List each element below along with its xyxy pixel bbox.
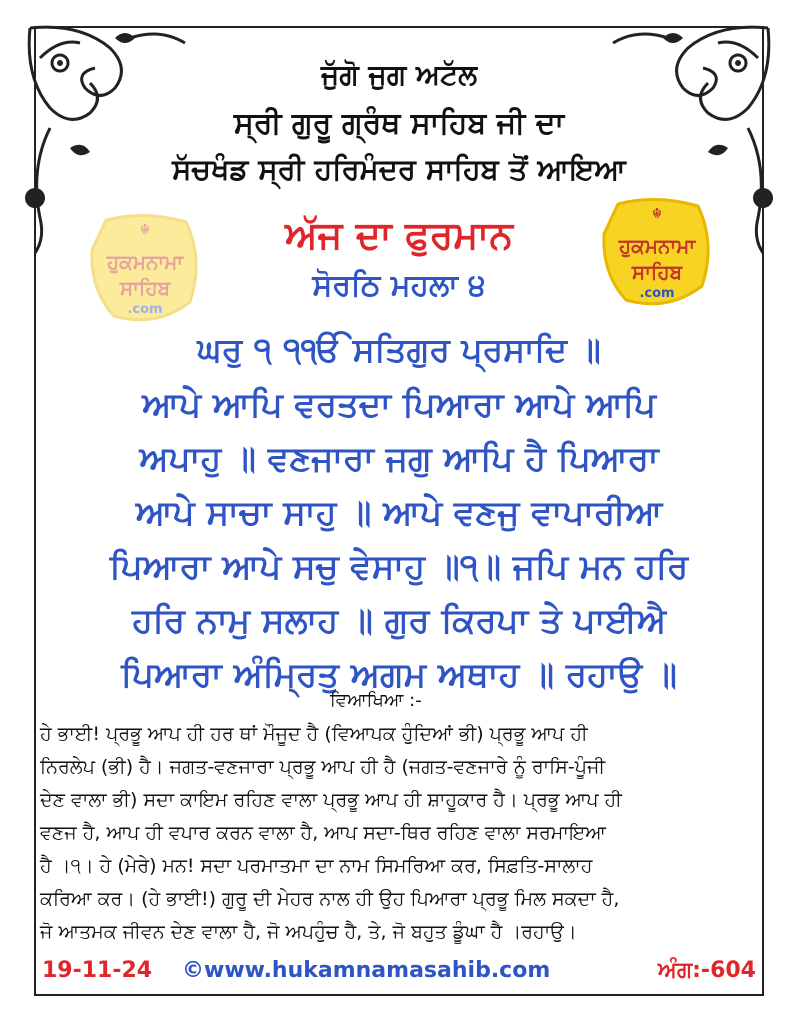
gurbani-text [40, 378, 758, 702]
logo-text-3: .com [127, 302, 163, 317]
gurbani-line: ਪਿਆਰਾ ਆਪੇ ਸਚੁ ਵੇਸਾਹੁ ॥੧॥ ਜਪਿ ਮਨ ਹਰਿ [109, 547, 689, 587]
vyakhya-line: ਹੇ ਭਾਈ! ਪ੍ਰਭੂ ਆਪ ਹੀ ਹਰ ਥਾਂ ਮੌਜੂਦ ਹੈ (ਵਿਆਪਕ ਹੁੰਦਿਆਂ ਭੀ) ਪ੍ਰਭੂ ਆਪ ਹੀ [40, 723, 588, 745]
vyakhya-line: ਹੈ ।੧। ਹੇ (ਮੇਰੇ) ਮਨ! ਸਦਾ ਪਰਮਾਤਮਾ ਦਾ ਨਾਮ ਸਿਮਰਿਆ ਕਰ, ਸਿਫ਼ਤਿ-ਸਾਲਾਹ [40, 855, 593, 877]
vyakhya-line: ਕਰਿਆ ਕਰ। (ਹੇ ਭਾਈ!) ਗੁਰੂ ਦੀ ਮੇਹਰ ਨਾਲ ਹੀ ਉਹ ਪਿਆਰਾ ਪ੍ਰਭੂ ਮਿਲ ਸਕਦਾ ਹੈ, [40, 888, 620, 910]
heading-line-2: ਸ੍ਰੀ ਗੁਰੂ ਗ੍ਰੰਥ ਸਾਹਿਬ ਜੀ ਦਾ [233, 106, 565, 141]
footer [42, 958, 756, 990]
logo-text-2: ਸਾਹਿਬ [631, 260, 683, 284]
vyakhya-title: ਵਿਆਖਿਆ :- [330, 690, 422, 711]
gurbani-line: ਆਪੇ ਸਾਚਾ ਸਾਹੁ ॥ ਆਪੇ ਵਣਜੁ ਵਾਪਾਰੀਆ [135, 493, 663, 533]
heading-line-3: ਸੱਚਖੰਡ ਸ੍ਰੀ ਹਰਿਮੰਦਰ ਸਾਹਿਬ ਤੋਂ ਆਇਆ [172, 152, 626, 186]
logo-text-3: .com [639, 286, 675, 301]
gurbani-line: ਹਰਿ ਨਾਮੁ ਸਲਾਹ ॥ ਗੁਰ ਕਿਰਪਾ ਤੇ ਪਾਈਐ [132, 601, 666, 641]
logo-text-1: ਹੁਕਮਨਾਮਾ [618, 234, 696, 258]
logo-text-2: ਸਾਹਿਬ [119, 276, 171, 300]
vyakhya-line: ਨਿਰਲੇਪ (ਭੀ) ਹੈ। ਜਗਤ-ਵਣਜਾਰਾ ਪ੍ਰਭੂ ਆਪ ਹੀ ਹੈ (ਜਗਤ-ਵਣਜਾਰੇ ਨੂੰ ਰਾਸਿ-ਪੂੰਜੀ [40, 756, 606, 778]
khanda-icon: ☬ [140, 222, 150, 238]
gurbani-line: ਪਿਆਰਾ ਅੰਮ੍ਰਿਤੁ ਅਗਮ ਅਥਾਹ ॥ ਰਹਾਉ ॥ [121, 655, 677, 695]
khanda-icon: ☬ [652, 206, 662, 222]
heading-line-1: ਜੁੱਗੋ ਜੁਗ ਅਟੱਲ [321, 58, 477, 91]
farman-title: ਅੱਜ ਦਾ ਫੁਰਮਾਨ [285, 213, 513, 257]
vyakhya-text [40, 718, 758, 949]
vyakhya-line: ਦੇਣ ਵਾਲਾ ਭੀ) ਸਦਾ ਕਾਇਮ ਰਹਿਣ ਵਾਲਾ ਪ੍ਰਭੂ ਆਪ ਹੀ ਸ਼ਾਹੂਕਾਰ ਹੈ। ਪ੍ਰਭੂ ਆਪ ਹੀ [40, 789, 622, 811]
footer-date: 19-11-24 [42, 958, 153, 983]
vyakhya-line: ਜੋ ਆਤਮਕ ਜੀਵਨ ਦੇਣ ਵਾਲਾ ਹੈ, ਜੋ ਅਪਹੁੰਚ ਹੈ, ਤੇ, ਜੋ ਬਹੁਤ ਡੂੰਘਾ ਹੈ ।ਰਹਾਉ। [40, 921, 577, 943]
gurbani-line: ਆਪੇ ਆਪਿ ਵਰਤਦਾ ਪਿਆਰਾ ਆਪੇ ਆਪਿ [142, 385, 656, 425]
logo-text-1: ਹੁਕਮਨਾਮਾ [106, 250, 184, 274]
footer-ang-number: ਅੰਗ:-604 [657, 958, 756, 983]
footer-website-link[interactable]: ©www.hukamnamasahib.com [182, 958, 551, 983]
gurbani-line: ਅਪਾਹੁ ॥ ਵਣਜਾਰਾ ਜਗੁ ਆਪਿ ਹੈ ਪਿਆਰਾ [139, 439, 659, 479]
raag-title: ਸੋਰਠਿ ਮਹਲਾ ੪ [312, 268, 486, 303]
vyakhya-line: ਵਣਜ ਹੈ, ਆਪ ਹੀ ਵਪਾਰ ਕਰਨ ਵਾਲਾ ਹੈ, ਆਪ ਸਦਾ-ਥਿਰ ਰਹਿਣ ਵਾਲਾ ਸਰਮਾਇਆ [40, 822, 606, 844]
ghar-line: ਘਰੁ ੧ ੧ੴ ਸਤਿਗੁਰ ਪ੍ਰਸਾਦਿ ॥ [197, 330, 601, 369]
